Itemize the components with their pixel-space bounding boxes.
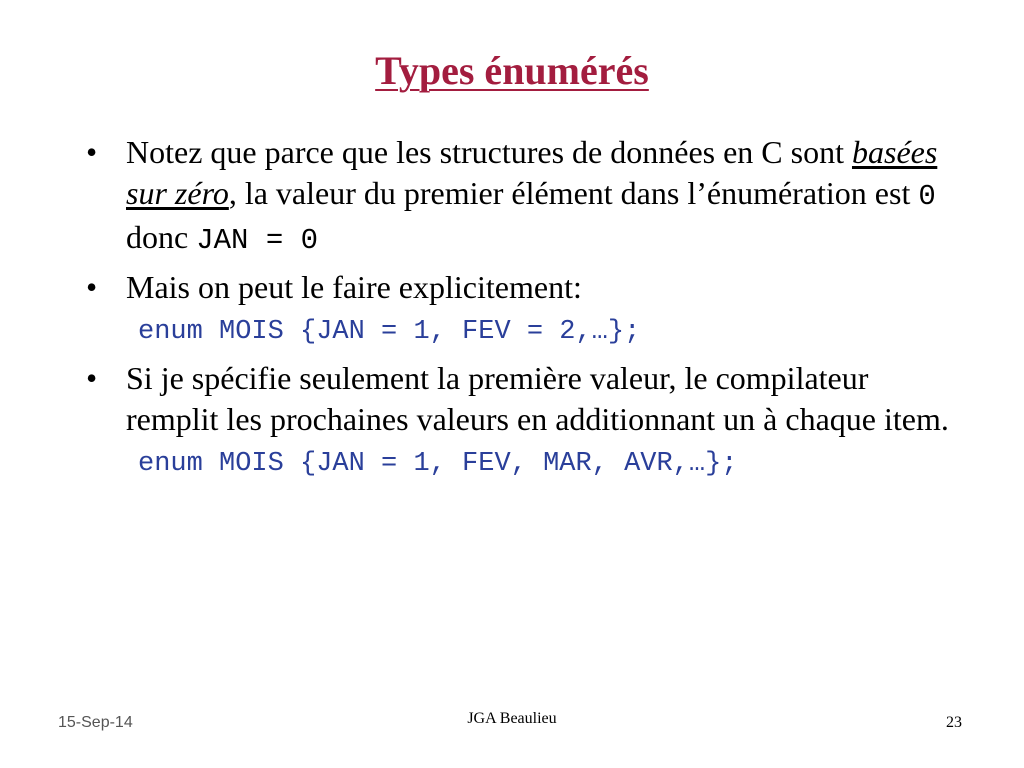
bullet-text: Notez que parce que les structures de données en C sont bbox=[126, 134, 852, 170]
footer-date: 15-Sep-14 bbox=[58, 714, 133, 731]
bullet-text: Si je spécifie seulement la première valeur, le compilateur remplit les prochaines valeurs en additionnant un à chaque item. bbox=[126, 360, 949, 437]
bullet-marker: • bbox=[86, 269, 98, 305]
page-number: 23 bbox=[946, 714, 962, 731]
inline-code: 0 bbox=[918, 180, 936, 213]
bullet-marker: • bbox=[86, 360, 98, 396]
bullet-text: Mais on peut le faire explicitement: bbox=[126, 269, 582, 305]
bullet-item bbox=[86, 267, 966, 308]
bullet-marker: • bbox=[86, 134, 98, 170]
slide-content bbox=[86, 132, 966, 490]
footer-author: JGA Beaulieu bbox=[467, 710, 557, 727]
bullet-text: , la valeur du premier élément dans l’énumération est bbox=[228, 175, 919, 211]
bullet-item bbox=[86, 358, 966, 440]
slide-title: Types énumérés bbox=[375, 48, 649, 93]
bullet-text: donc bbox=[126, 219, 197, 255]
code-example: enum MOIS {JAN = 1, FEV, MAR, AVR,…}; bbox=[138, 449, 738, 479]
code-example: enum MOIS {JAN = 1, FEV = 2,…}; bbox=[138, 317, 641, 347]
emphasized-term: basées sur zéro bbox=[126, 134, 938, 211]
inline-code: JAN = 0 bbox=[196, 224, 319, 257]
bullet-item bbox=[86, 132, 966, 261]
